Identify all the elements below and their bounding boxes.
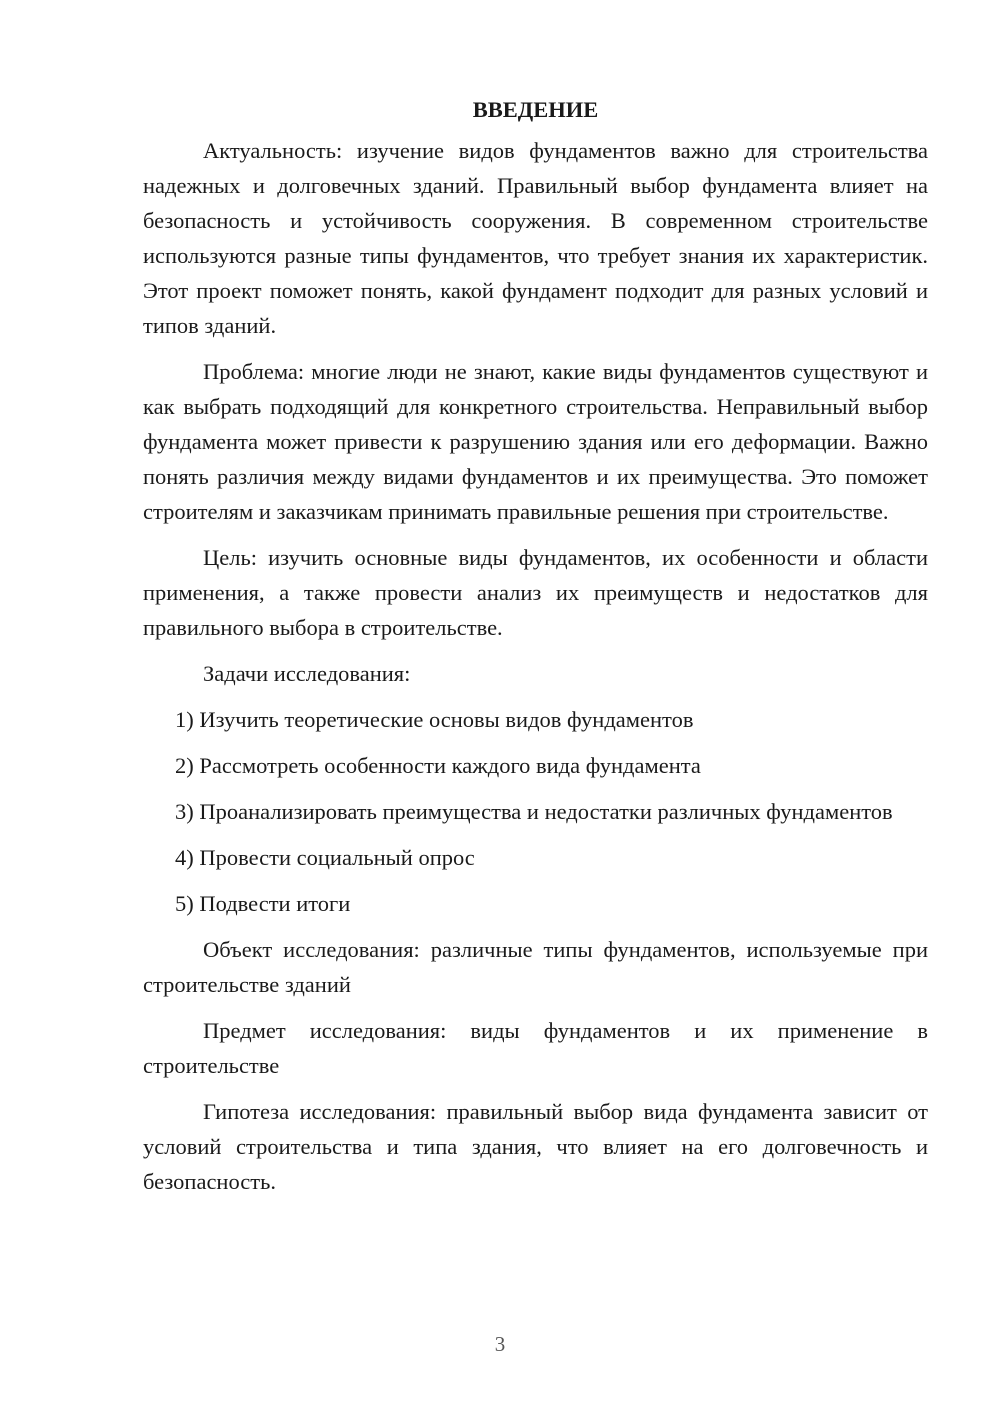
document-page [143,92,928,1199]
paragraph-hypothesis: Гипотеза исследования: правильный выбор вида фундамента зависит от условий строительства и типа здания, что влияет на его долговечность и безопасность. [143,1099,928,1194]
paragraph-tasks-heading: Задачи исследования: [203,661,411,686]
paragraph-problem: Проблема: многие люди не знают, какие виды фундаментов существуют и как выбрать подходящий для конкретного строительства. Неправильный выбор фундамента может привести к разрушению здания или его деформации. Важно понять различия между видами фундаментов и их преимущества. Это поможет строителям и заказчикам принимать правильные решения при строительстве. [143,359,928,524]
paragraph-object: Объект исследования: различные типы фундаментов, используемые при строительстве зданий [143,937,928,997]
task-item-4: 4) Провести социальный опрос [175,845,475,870]
paragraph-relevance: Актуальность: изучение видов фундаментов важно для строительства надежных и долговечных зданий. Правильный выбор фундамента влияет на безопасность и устойчивость сооружения. В современном строительстве используются разные типы фундаментов, что требует знания их характеристик. Этот проект поможет понять, какой фундамент подходит для разных условий и типов зданий. [143,138,928,338]
task-item-5: 5) Подвести итоги [175,891,351,916]
page-number: 3 [494,1332,506,1356]
task-item-2: 2) Рассмотреть особенности каждого вида фундамента [175,753,701,778]
paragraph-goal: Цель: изучить основные виды фундаментов, их особенности и области применения, а также провести анализ их преимуществ и недостатков для правильного выбора в строительстве. [143,545,928,640]
section-title: ВВЕДЕНИЕ [472,97,599,122]
task-item-1: 1) Изучить теоретические основы видов фундаментов [175,707,694,732]
paragraph-subject: Предмет исследования: виды фундаментов и их применение в строительстве [143,1018,928,1078]
task-item-3: 3) Проанализировать преимущества и недостатки различных фундаментов [175,799,893,824]
